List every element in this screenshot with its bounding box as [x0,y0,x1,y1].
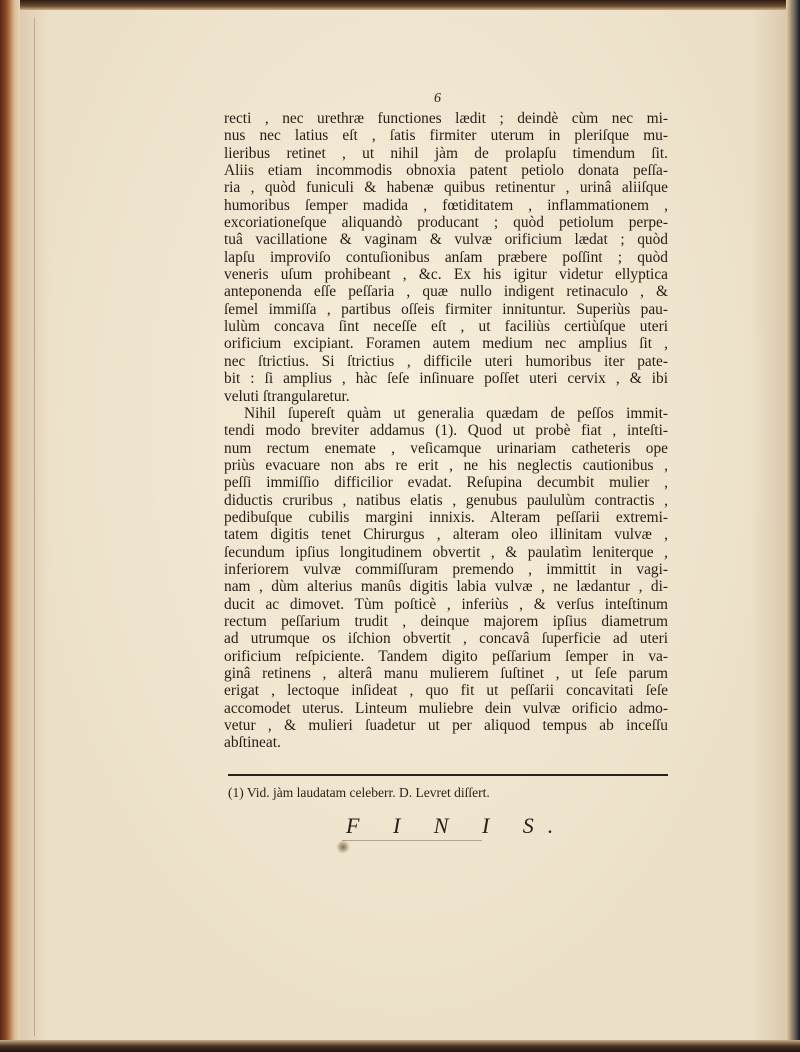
text-line: pedibuſque cubilis margini innixis. Alteram peſſarii extremi- [224,508,668,526]
text-line: tendi modo breviter addamus (1). Quod ut probè fiat , inteſti- [224,422,668,440]
text-line: recti , nec urethræ functiones lædit ; deindè cùm nec mi- [224,110,668,127]
book-right-edge [786,0,800,1052]
text-line: inferiorem vulvæ commiſſuram premendo , immittit in vagi- [224,560,668,578]
text-line: ad utrumque os iſchion obvertit , concavâ ſuperficie ad uteri [224,630,668,648]
text-line: ſemel immiſſa , partibus oſſeis firmiter innituntur. Superiùs pau- [224,300,668,318]
text-line: tuâ vacillatione & vaginam & vulvæ orificium lædat ; quòd [224,231,668,249]
text-line: ducit ac dimovet. Tùm poſticè , inferiùs , & verſus inteſtinum [224,595,668,613]
text-line: peſſi immiſſio difficilior evadat. Reſupina decumbit mulier , [224,474,668,492]
text-line: rectum peſſarium trudit , deinque majorem ipſius diametrum [224,612,668,630]
text-line: accomodet uterus. Linteum muliebre dein vulvæ orificio admo- [224,699,668,717]
text-line: priùs evacuare non abs re erit , ne his neglectis cautionibus , [224,456,668,474]
text-line: veneris uſum prohibeant , &c. Ex his igitur videtur ellyptica [224,266,668,284]
footnote: (1) Vid. jàm laudatam celeberr. D. Levret diſſert. [228,785,490,800]
book-bottom-edge [0,1040,800,1052]
text-line: nus nec latius eſt , ſatis firmiter uterum in pleriſque mu- [224,127,668,145]
text-line: num rectum enemate , veſicamque urinariam catheteris ope [224,439,668,457]
body-text [224,110,668,752]
text-line: bit : ſi amplius , hàc ſeſe inſinuare poſſet uteri cervix , & ibi [224,370,668,388]
text-line: ſecundum ipſius longitudinem obvertit , & paulatìm leniterque , [224,543,668,561]
text-line: lulùm concava ſint neceſſe eſt , ut faciliùs certiùſque uteri [224,318,668,336]
book-top-edge [0,0,800,10]
text-line: diductis cruribus , natibus elatis , genubus paululùm contractis , [224,491,668,509]
footnote-rule [228,774,668,776]
text-line: nam , dùm alterius manûs digitis labia vulvæ , ne lædantur , di- [224,578,668,596]
text-line: lapſu improviſo contuſionibus anſam præbere poſſint ; quòd [224,248,668,266]
text-line: humoribus ſemper madida , fœtiditatem , inflammationem , [224,196,668,214]
text-line: Aliis etiam incommodis obnoxia patent petiolo donata peſſa- [224,162,668,180]
text-line: erigat , lectoque inſideat , quo fit ut peſſarii concavitati ſeſe [224,682,668,700]
text-line: veluti ſtrangularetur. [224,387,350,405]
text-line: tatem digitis tenet Chirurgus , alteram oleo illinitam vulvæ , [224,526,668,544]
text-line: orificium reſpiciente. Tandem digito peſſarium ſemper in va- [224,647,668,665]
text-line: lieribus retinet , ut nihil jàm de prolapſu timendum ſit. [224,144,668,162]
finis-heading: F I N I S. [346,813,568,838]
text-line: anteponenda eſſe peſſaria , quæ nullo indigent retinaculo , & [224,283,668,301]
text-line: ginâ retinens , alterâ manu mulierem ſuſtinet , ut ſeſe parum [224,665,668,682]
book-binding [0,0,20,1052]
ink-smudge [336,840,350,854]
text-line: Nihil ſupereſt quàm ut generalia quædam de peſſos immit- [244,404,668,422]
finis-underline [342,840,482,841]
text-line: orificium excipiant. Foramen autem medium nec amplius ſit , [224,335,668,353]
page-number: 6 [434,91,441,106]
text-line: abſtineat. [224,734,281,752]
text-line: nec ſtrictius. Si ſtrictius , difficile uteri humoribus iter pate- [224,352,668,370]
text-line: ria , quòd funiculi & habenæ quibus retinentur , urinâ aliiſque [224,179,668,197]
text-line: excoriationeſque aliquandò producant ; quòd petiolum perpe- [224,214,668,232]
text-line: vetur , & mulieri ſuadetur ut per aliquod tempus ab inceſſu [224,717,668,735]
